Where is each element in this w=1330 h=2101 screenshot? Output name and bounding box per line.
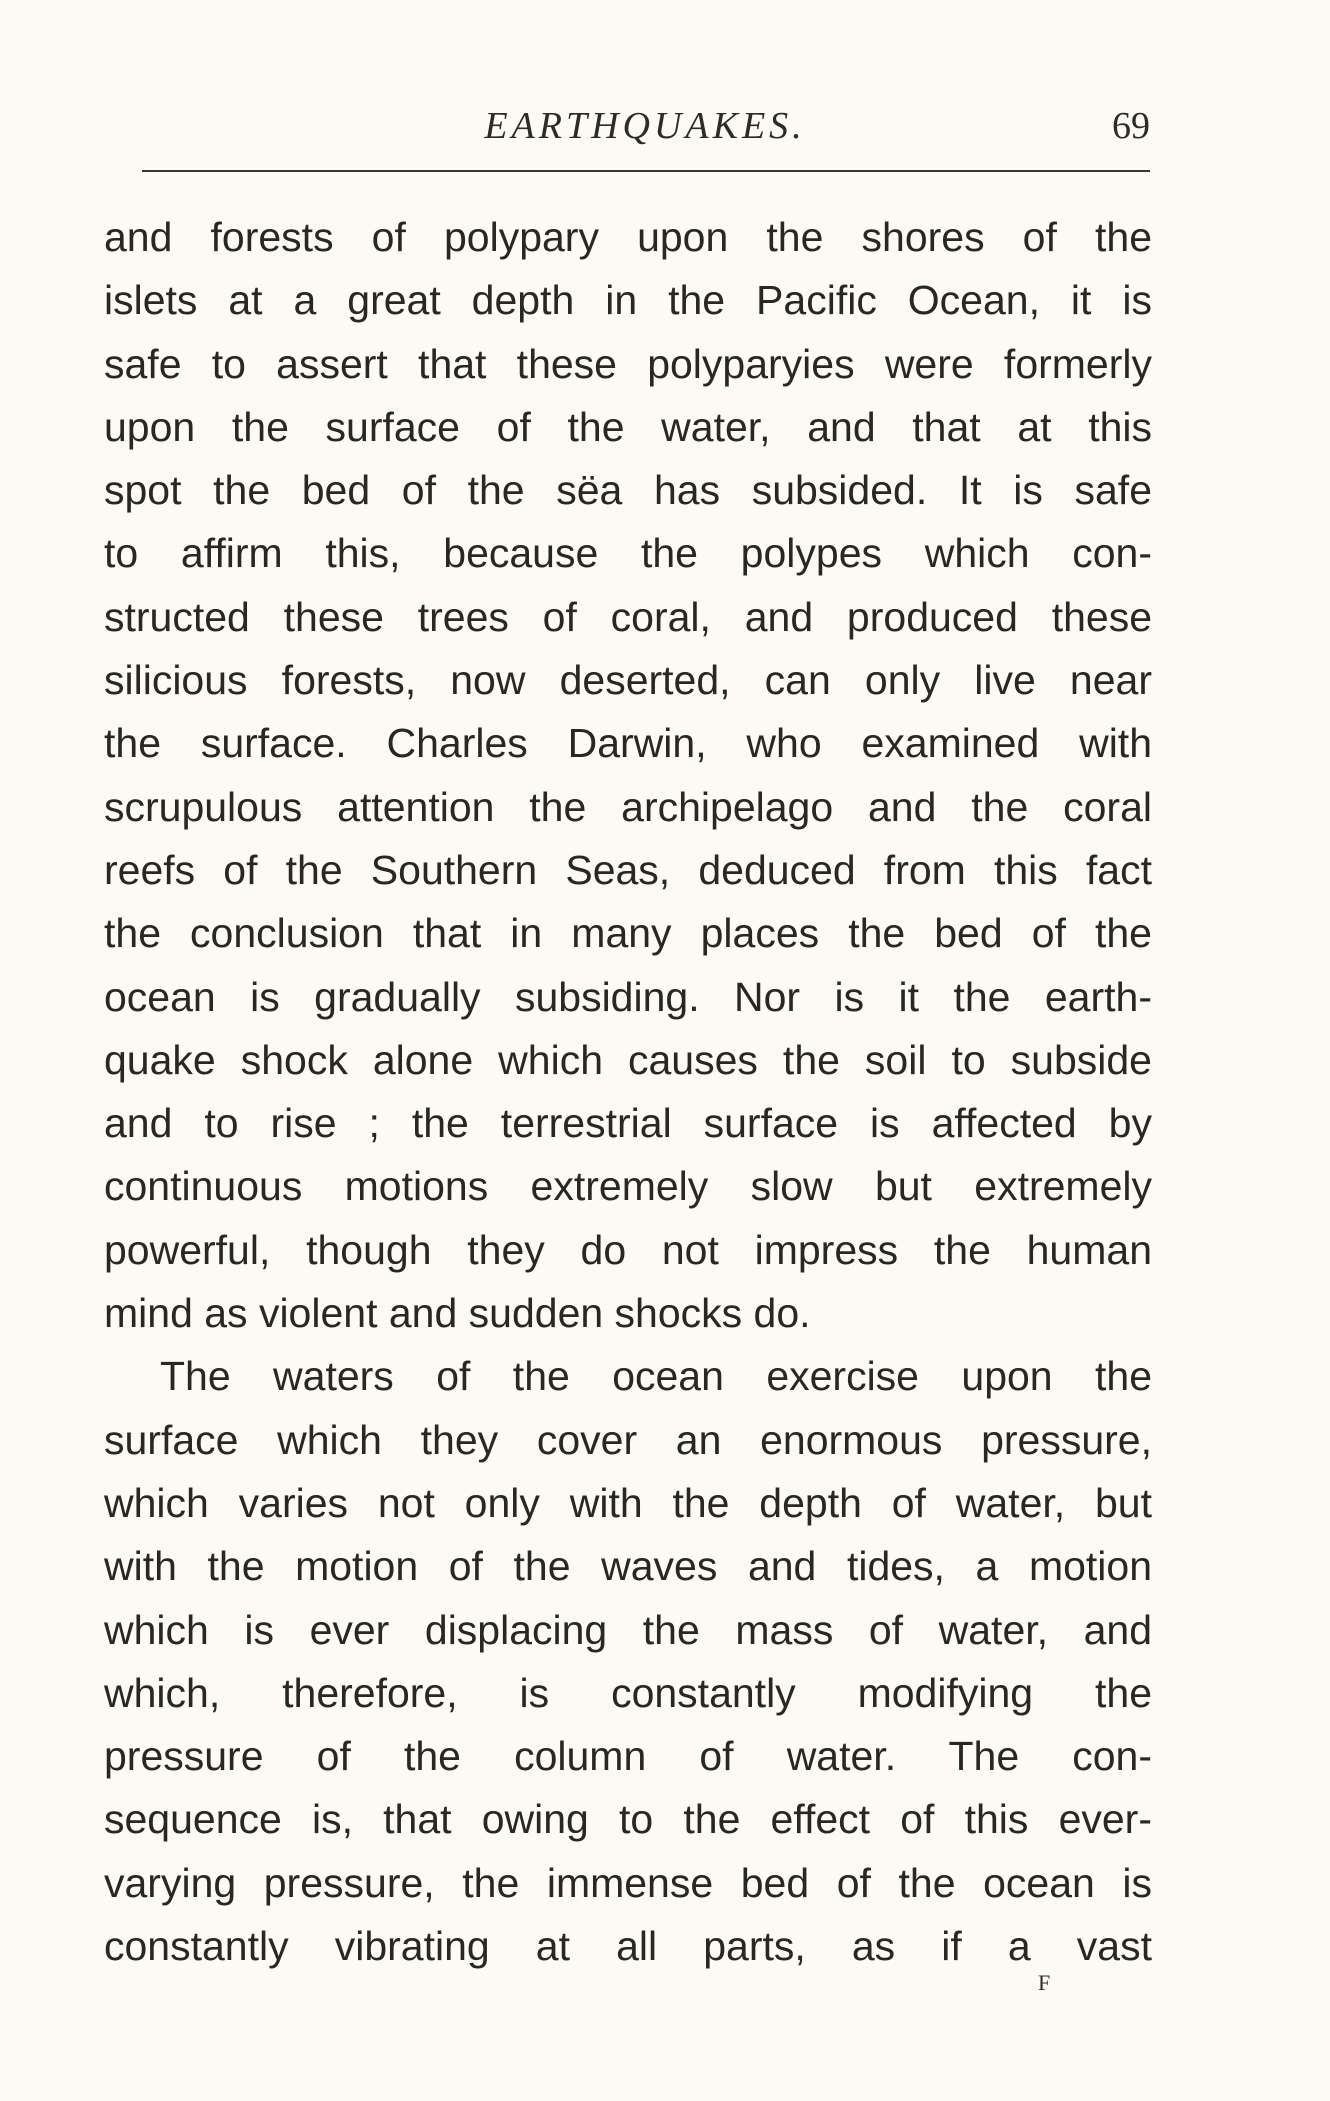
text-line: and to rise ; the terrestrial surface is affected by: [104, 1100, 1152, 1147]
text-line: spot the bed of the sëa has subsided. It is safe: [104, 467, 1152, 514]
text-line: ocean is gradually subsiding. Nor is it the earth-: [104, 973, 1152, 1020]
text-line: islets at a great depth in the Pacific Ocean, it is: [104, 277, 1152, 324]
running-head: [140, 96, 1150, 156]
text-line: sequence is, that owing to the effect of this ever-: [104, 1796, 1152, 1843]
text-line: upon the surface of the water, and that at this: [104, 403, 1152, 450]
running-title: EARTHQUAKES.: [484, 105, 806, 147]
text-line: varying pressure, the immense bed of the ocean is: [104, 1859, 1152, 1906]
text-line: scrupulous attention the archipelago and the coral: [104, 783, 1152, 830]
signature-mark: F: [1038, 1970, 1052, 1995]
text-line: which varies not only with the depth of water, but: [104, 1479, 1152, 1526]
text-line: constantly vibrating at all parts, as if a vast: [104, 1923, 1152, 1970]
text-line: with the motion of the waves and tides, a motion: [104, 1543, 1152, 1590]
text-line: to affirm this, because the polypes which con-: [104, 530, 1152, 577]
header-rule: [142, 170, 1150, 172]
text-line: safe to assert that these polyparyies were formerly: [104, 340, 1152, 387]
text-line: structed these trees of coral, and produced these: [104, 593, 1152, 640]
text-line: silicious forests, now deserted, can only live near: [104, 657, 1152, 704]
paragraph-start-line: The waters of the ocean exercise upon the: [160, 1353, 1152, 1400]
text-line: the conclusion that in many places the bed of the: [104, 910, 1152, 957]
page-number: 69: [1112, 105, 1150, 147]
text-line: the surface. Charles Darwin, who examined with: [104, 720, 1152, 767]
text-line: powerful, though they do not impress the human: [104, 1226, 1152, 1273]
text-line: pressure of the column of water. The con-: [104, 1733, 1152, 1780]
text-line: surface which they cover an enormous pressure,: [104, 1416, 1152, 1463]
text-line: which, therefore, is constantly modifying the: [104, 1669, 1152, 1716]
paragraph-end-line: mind as violent and sudden shocks do.: [104, 1290, 811, 1337]
text-line: reefs of the Southern Seas, deduced from this fact: [104, 846, 1152, 893]
text-line: which is ever displacing the mass of water, and: [104, 1606, 1152, 1653]
body-text: [104, 206, 1152, 1978]
text-line: and forests of polypary upon the shores of the: [104, 214, 1152, 260]
text-line: continuous motions extremely slow but extremely: [104, 1163, 1152, 1210]
text-line: quake shock alone which causes the soil to subside: [104, 1036, 1152, 1083]
